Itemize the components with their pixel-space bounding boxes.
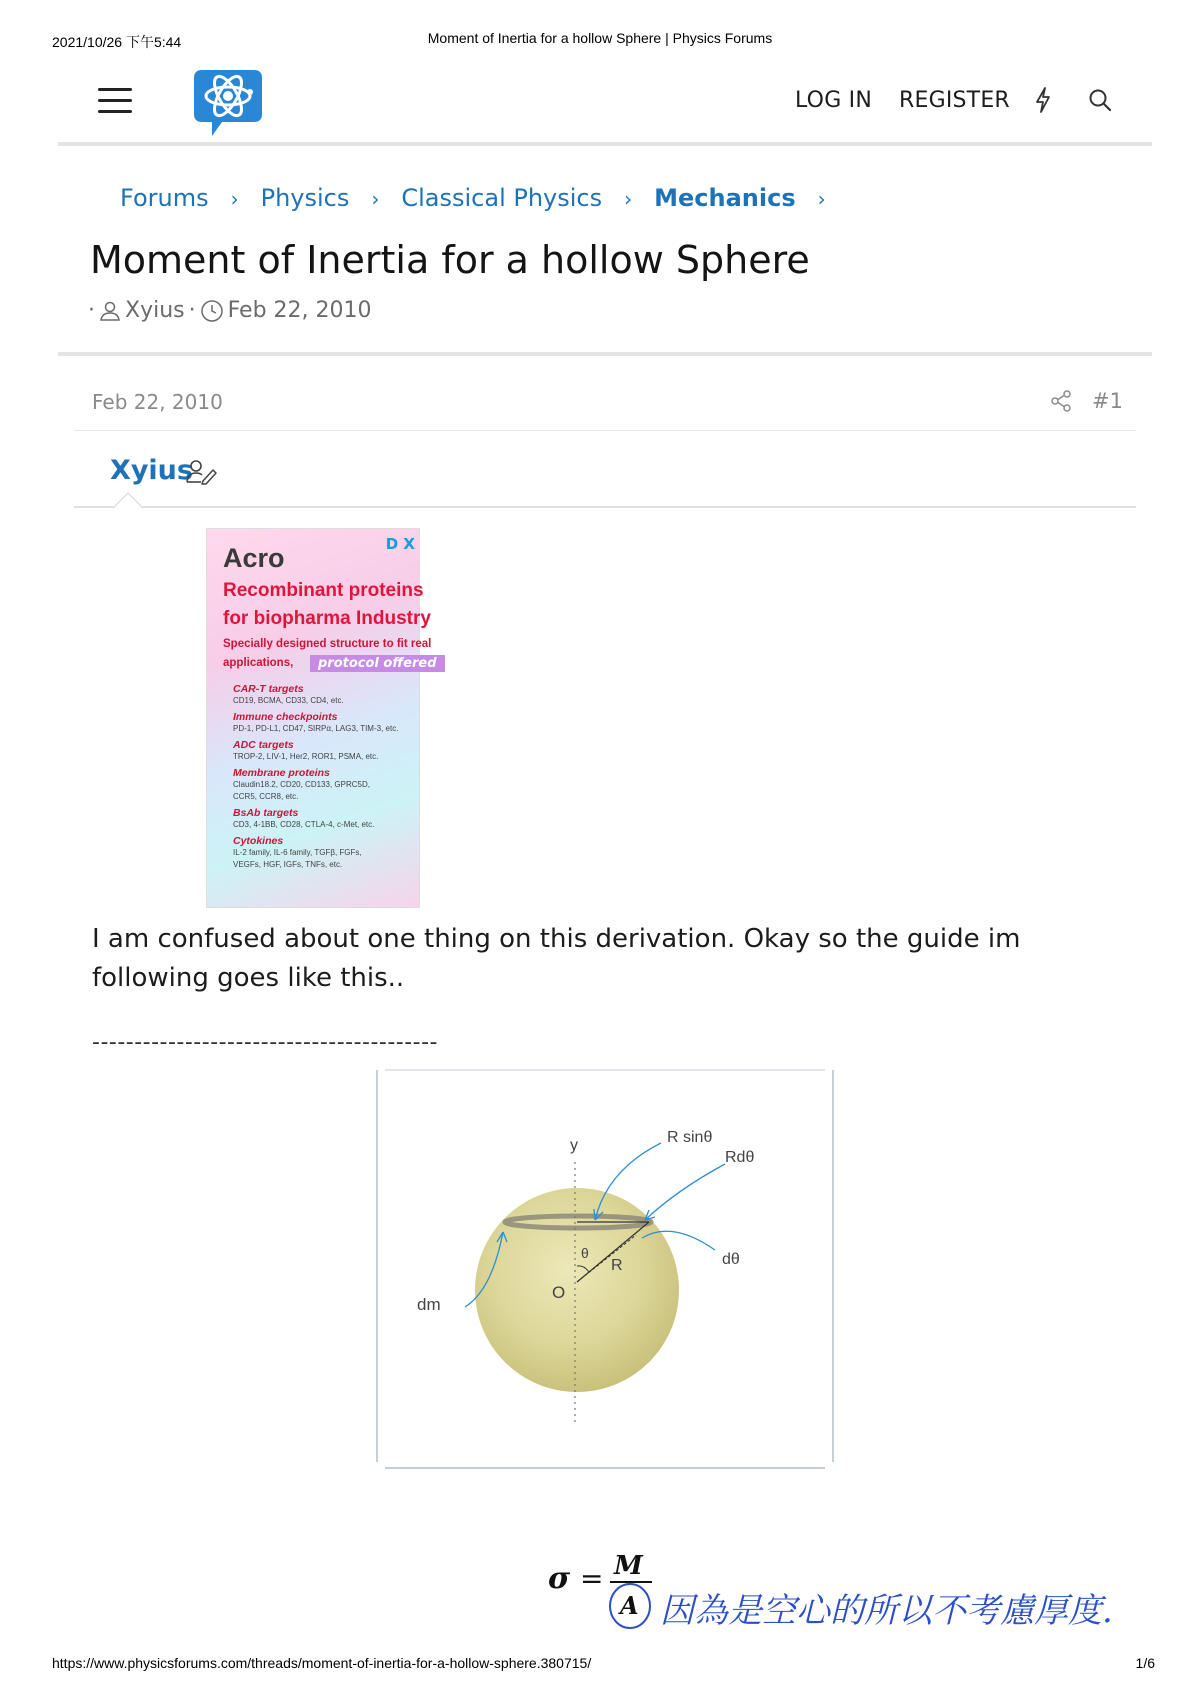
breadcrumb-mechanics[interactable]: Mechanics: [654, 184, 796, 212]
site-logo[interactable]: [188, 62, 268, 142]
header-divider: [58, 142, 1152, 146]
handwritten-note: 因為是空心的所以不考慮厚度.: [660, 1591, 1113, 1631]
print-page-number: 1/6: [1135, 1655, 1155, 1671]
user-icon: [99, 300, 121, 322]
label-y: y: [570, 1137, 578, 1154]
print-page-title: Moment of Inertia for a hollow Sphere | Physics Forums: [427, 30, 773, 46]
author-divider: [74, 506, 1136, 508]
hollow-sphere-diagram: [377, 1070, 833, 1470]
ad-brand: Acro: [223, 543, 285, 573]
menu-icon[interactable]: [98, 88, 132, 114]
post-author[interactable]: Xyius: [110, 455, 193, 486]
thread-title: Moment of Inertia for a hollow Sphere: [90, 238, 810, 282]
chevron-right-icon: ›: [817, 187, 826, 211]
print-url: https://www.physicsforums.com/threads/moment-of-inertia-for-a-hollow-sphere.380715/: [52, 1655, 592, 1671]
post-body-text: I am confused about one thing on this derivation. Okay so the guide im following goes like this..: [92, 924, 1021, 993]
author-caret: [113, 491, 143, 509]
ad-choices-icon[interactable]: D X: [385, 535, 415, 553]
separator-dashes: -----------------------------------------: [92, 1030, 438, 1055]
label-theta: θ: [581, 1245, 589, 1261]
post-date[interactable]: Feb 22, 2010: [92, 390, 223, 414]
chevron-right-icon: ›: [230, 187, 239, 211]
label-dtheta: dθ: [722, 1251, 740, 1268]
ad-headline: Recombinant proteins for biopharma Industry: [223, 580, 431, 629]
formula-lhs: σ: [548, 1561, 571, 1596]
label-o: O: [552, 1283, 566, 1302]
clock-icon: [200, 299, 224, 323]
breadcrumb-forums[interactable]: Forums: [120, 184, 209, 212]
chevron-right-icon: ›: [624, 187, 633, 211]
label-dm: dm: [417, 1295, 441, 1314]
login-link[interactable]: LOG IN: [795, 88, 872, 113]
breadcrumb-physics[interactable]: Physics: [260, 184, 350, 212]
sigma-formula: [548, 1538, 1113, 1648]
breadcrumb-classical-physics[interactable]: Classical Physics: [401, 184, 603, 212]
ad-badge: protocol offered: [310, 655, 445, 672]
ad-list: CAR-T targets CD19, BCMA, CD33, CD4, etc. Immune checkpoints PD-1, PD-L1, CD47, SIRPα, LAG3, TIM-3, etc. ADC targets TROP-2, LIV-1, Her2, ROR1, PSMA, etc. Membrane proteins Claudin18.2, CD20, CD133, GPRC5D, CCR5, CCR8, etc. BsAb targets CD3, 4-1BB, CD28, CTLA-4, c-Met, etc. Cytokines IL-2 family, IL-6 family, TGFβ, FGFs, VEGFs, HGF, IGFs, TNFs, etc.: [233, 683, 399, 869]
thread-meta: · Xyius · Feb 22, 2010: [88, 298, 372, 323]
label-r: R: [611, 1257, 623, 1274]
breadcrumb: [120, 184, 848, 212]
share-icon[interactable]: [1050, 390, 1072, 412]
formula-denominator: A: [620, 1591, 639, 1620]
bolt-icon[interactable]: [1032, 86, 1054, 114]
ad-subtitle: Specially designed structure to fit real applications,: [223, 638, 432, 669]
label-rdtheta: Rdθ: [725, 1149, 755, 1166]
formula-equals: =: [580, 1562, 604, 1595]
label-rsin: R sinθ: [667, 1129, 713, 1146]
title-divider: [58, 352, 1152, 356]
post-permalink[interactable]: #1: [1092, 389, 1123, 413]
advertisement[interactable]: [206, 528, 437, 908]
print-datetime: 2021/10/26 下午5:44: [52, 34, 182, 50]
chevron-right-icon: ›: [371, 187, 380, 211]
thread-date[interactable]: Feb 22, 2010: [227, 298, 372, 323]
post-header-divider: [74, 430, 1136, 431]
register-link[interactable]: REGISTER: [899, 88, 1010, 113]
search-icon[interactable]: [1088, 88, 1112, 112]
formula-numerator: M: [614, 1551, 643, 1581]
user-edit-icon: [185, 458, 217, 484]
thread-author[interactable]: Xyius: [125, 298, 185, 323]
